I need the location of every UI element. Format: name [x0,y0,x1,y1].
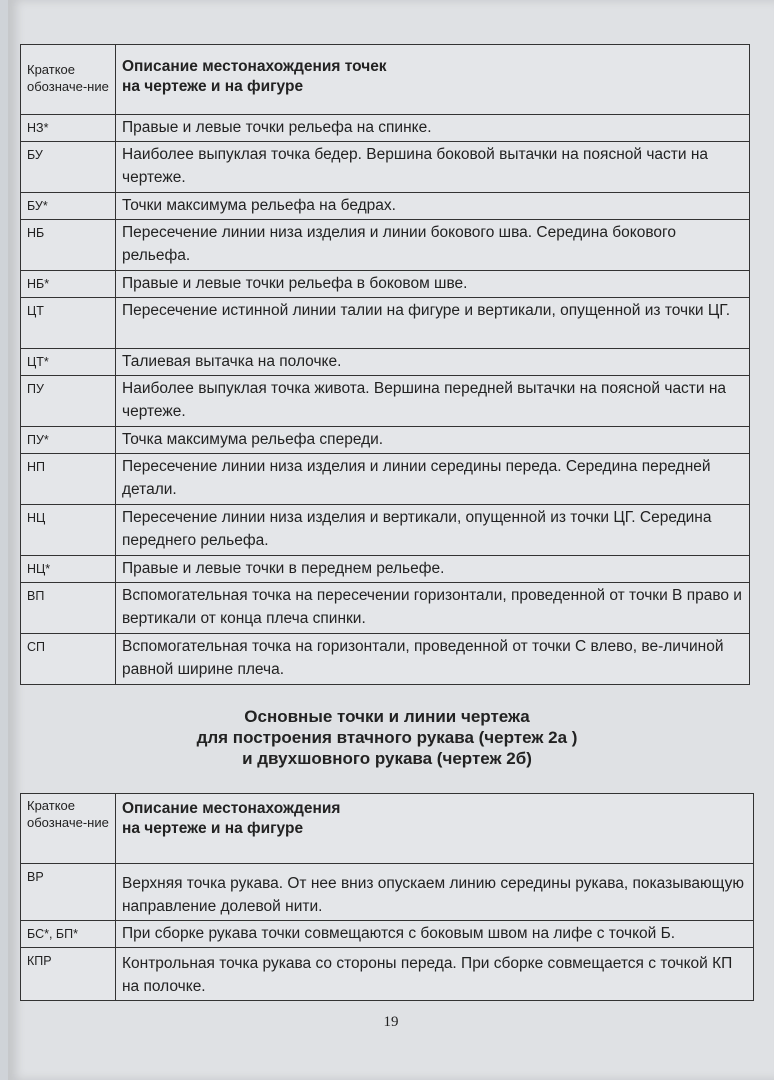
row-description: Пересечение линии низа изделия и линии середины переда. Середина передней детали. [116,454,750,505]
row-abbreviation: БУ* [21,193,116,220]
table-row [21,634,750,685]
points-table-bodice [20,44,750,685]
header-description-line1: Описание местонахождения [122,800,341,817]
table-row [21,454,750,505]
row-abbreviation: НЦ [21,505,116,556]
table-row [21,142,750,193]
table-row [21,271,750,298]
row-description: Верхняя точка рукава. От нее вниз опускаем линию середины рукава, показывающую направление долевой нити. [116,864,754,921]
header-description-line1: Описание местонахождения точек [122,58,387,75]
row-abbreviation: ПУ [21,376,116,427]
row-abbreviation: НЗ* [21,115,116,142]
row-abbreviation: НП [21,454,116,505]
row-abbreviation: КПР [21,948,116,1001]
row-description: Правые и левые точки в переднем рельефе. [116,556,750,583]
table-row [21,376,750,427]
row-description: При сборке рукава точки совмещаются с боковым швом на лифе с точкой Б. [116,921,754,948]
row-abbreviation: СП [21,634,116,685]
table-header-row [21,45,750,115]
table-row [21,948,754,1001]
row-abbreviation: НБ [21,220,116,271]
row-description: Точки максимума рельефа на бедрах. [116,193,750,220]
table-row [21,193,750,220]
table-row [21,115,750,142]
table-row [21,349,750,376]
row-description: Талиевая вытачка на полочке. [116,349,750,376]
book-page [8,0,774,1080]
header-description-line2: на чертеже и на фигуре [122,820,304,837]
row-abbreviation: ЦТ* [21,349,116,376]
row-description: Пересечение истинной линии талии на фигуре и вертикали, опущенной из точки ЦГ. [116,298,750,349]
table-row [21,427,750,454]
row-description: Наиболее выпуклая точка бедер. Вершина боковой вытачки на поясной части на чертеже. [116,142,750,193]
row-description: Правые и левые точки рельефа на спинке. [116,115,750,142]
table-row [21,556,750,583]
row-description: Наиболее выпуклая точка живота. Вершина передней вытачки на поясной части на чертеже. [116,376,750,427]
row-description: Пересечение линии низа изделия и линии бокового шва. Середина бокового рельефа. [116,220,750,271]
points-table-sleeve [20,793,754,1001]
section-heading [20,706,754,769]
row-description: Точка максимума рельефа спереди. [116,427,750,454]
table-row [21,298,750,349]
row-description: Пересечение линии низа изделия и вертикали, опущенной из точки ЦГ. Середина переднего рельефа. [116,505,750,556]
row-abbreviation: ПУ* [21,427,116,454]
table-row [21,220,750,271]
row-description: Вспомогательная точка на горизонтали, проведенной от точки С влево, ве-личиной равной ширине плеча. [116,634,750,685]
row-abbreviation: ВР [21,864,116,921]
section-heading-line3: и двухшовного рукава (чертеж 2б) [242,749,532,768]
row-abbreviation: БС*, БП* [21,921,116,948]
header-abbreviation: Краткое обозначе-ние [21,45,116,115]
row-abbreviation: НБ* [21,271,116,298]
table-row [21,921,754,948]
row-abbreviation: ВП [21,583,116,634]
header-description [116,45,750,115]
row-abbreviation: ЦТ [21,298,116,349]
page-number: 19 [383,1014,399,1030]
section-heading-line2: для построения втачного рукава (чертеж 2а ) [196,728,578,747]
header-description [116,794,754,864]
row-abbreviation: БУ [21,142,116,193]
table-row [21,583,750,634]
table-header-row [21,794,754,864]
table-row [21,864,754,921]
header-abbreviation: Краткое обозначе-ние [21,794,116,864]
table-row [21,505,750,556]
row-abbreviation: НЦ* [21,556,116,583]
row-description: Контрольная точка рукава со стороны переда. При сборке совмещается с точкой КП на полочке. [116,948,754,1001]
row-description: Вспомогательная точка на пересечении горизонтали, проведенной от точки В право и вертикали от конца плеча спинки. [116,583,750,634]
section-heading-line1: Основные точки и линии чертежа [244,707,530,726]
header-description-line2: на чертеже и на фигуре [122,78,304,95]
row-description: Правые и левые точки рельефа в боковом шве. [116,271,750,298]
